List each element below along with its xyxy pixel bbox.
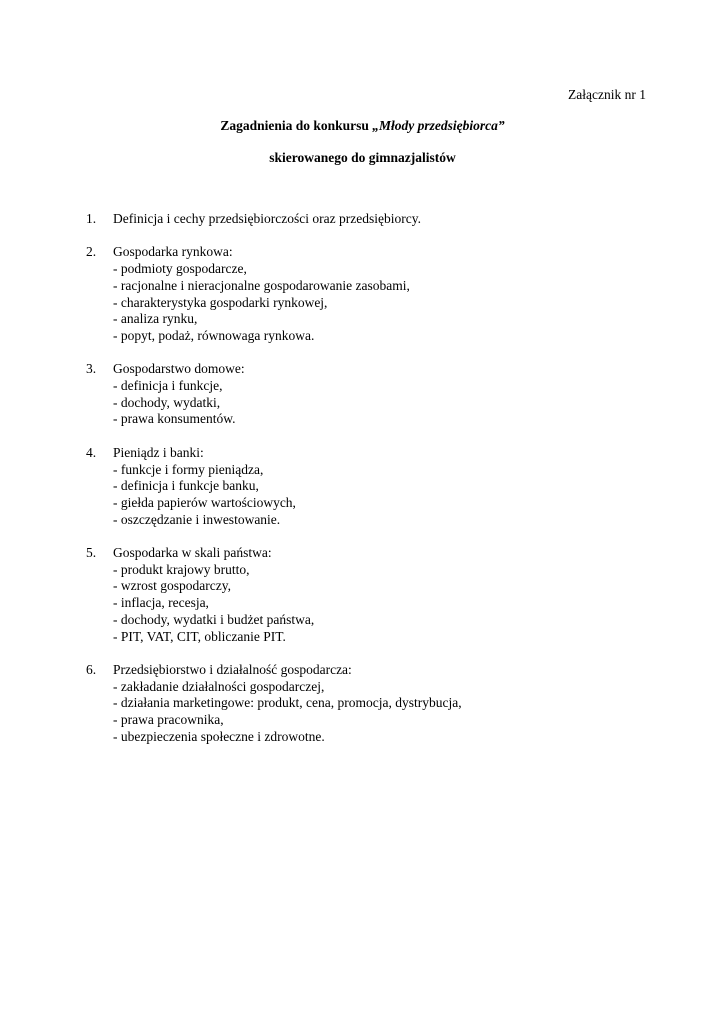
list-item: - giełda papierów wartościowych, <box>113 494 296 510</box>
list-item: - inflacja, recesja, <box>113 595 209 611</box>
list-item: - charakterystyka gospodarki rynkowej, <box>113 294 328 310</box>
list-item: - ubezpieczenia społeczne i zdrowotne. <box>113 728 325 744</box>
list-item: - funkcje i formy pieniądza, <box>113 461 264 477</box>
list-item: - analiza rynku, <box>113 311 198 327</box>
topic-number: 6. <box>86 661 97 677</box>
topic-5 <box>86 545 646 645</box>
list-item: - definicja i funkcje banku, <box>113 478 259 494</box>
list-item: - zakładanie działalności gospodarczej, <box>113 678 325 694</box>
topic-heading: Definicja i cechy przedsiębiorczości oraz przedsiębiorcy. <box>113 211 421 226</box>
topic-subitems <box>113 462 646 529</box>
list-item: - definicja i funkcje, <box>113 378 223 393</box>
topic-2 <box>86 244 646 344</box>
contest-name: „Młody przedsiębiorca” <box>372 118 505 133</box>
list-item: - działania marketingowe: produkt, cena, promocja, dystrybucja, <box>113 695 462 711</box>
topic-subitems <box>113 378 646 428</box>
topic-number: 2. <box>86 244 97 260</box>
list-item: - racjonalne i nieracjonalne gospodarowanie zasobami, <box>113 277 410 293</box>
topic-heading: Gospodarka w skali państwa: <box>113 545 272 560</box>
title-prefix: Zagadnienia do konkursu <box>220 118 373 133</box>
topic-6 <box>86 662 646 746</box>
topic-number: 1. <box>86 211 97 226</box>
topic-4 <box>86 445 646 529</box>
annex-label: Załącznik nr 1 <box>568 87 646 102</box>
document-title <box>0 118 725 135</box>
topic-heading: Pieniądz i banki: <box>113 444 204 460</box>
topics-list <box>86 211 646 762</box>
list-item: - prawa konsumentów. <box>113 411 236 427</box>
list-item: - prawa pracownika, <box>113 712 224 728</box>
topic-number: 4. <box>86 444 97 460</box>
list-item: - PIT, VAT, CIT, obliczanie PIT. <box>113 628 286 644</box>
topic-3 <box>86 361 646 428</box>
list-item: - wzrost gospodarczy, <box>113 578 231 594</box>
list-item: - dochody, wydatki, <box>113 394 221 410</box>
list-item: - dochody, wydatki i budżet państwa, <box>113 611 315 627</box>
topic-number: 3. <box>86 361 97 377</box>
topic-subitems <box>113 679 646 746</box>
topic-number: 5. <box>86 545 97 560</box>
topic-1 <box>86 211 646 228</box>
topic-subitems <box>113 562 646 646</box>
list-item: - podmioty gospodarcze, <box>113 261 247 277</box>
topic-subitems <box>113 261 646 345</box>
list-item: - produkt krajowy brutto, <box>113 561 250 577</box>
topic-heading: Przedsiębiorstwo i działalność gospodarcza: <box>113 661 352 677</box>
list-item: - popyt, podaż, równowaga rynkowa. <box>113 327 315 343</box>
topic-heading: Gospodarstwo domowe: <box>113 361 245 377</box>
list-item: - oszczędzanie i inwestowanie. <box>113 511 281 527</box>
topic-heading: Gospodarka rynkowa: <box>113 244 233 260</box>
document-subtitle: skierowanego do gimnazjalistów <box>269 150 456 165</box>
